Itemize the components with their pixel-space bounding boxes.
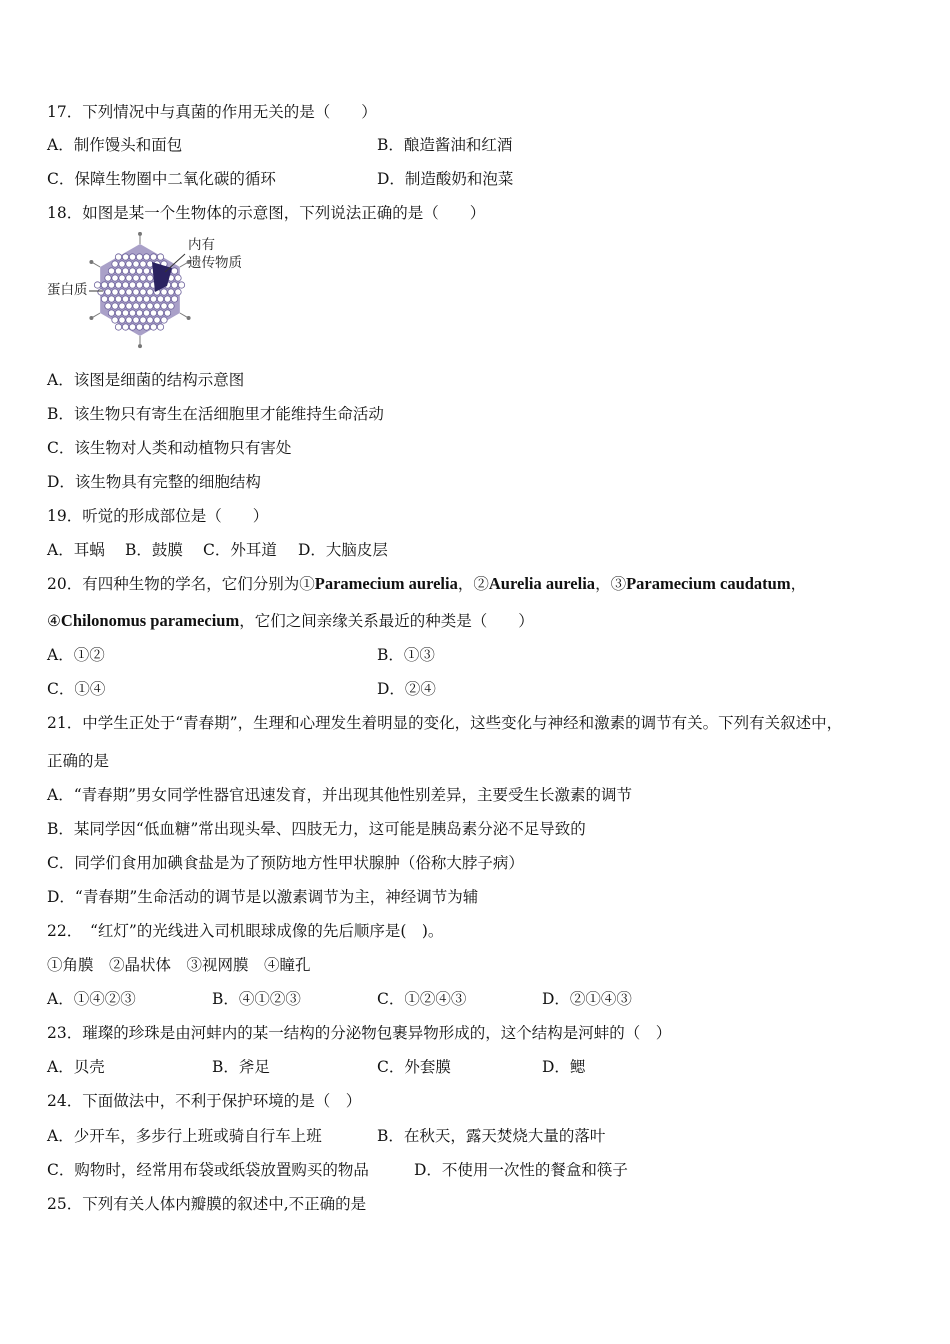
- capsomere: [150, 296, 156, 302]
- species-2: Aurelia aurelia: [488, 574, 596, 593]
- capsomere: [122, 254, 128, 260]
- capsomere: [108, 310, 114, 316]
- spike-tip: [89, 260, 93, 264]
- capsomere: [150, 324, 156, 330]
- spike-tip: [89, 316, 93, 320]
- question-stem: 17．下列情况中与真菌的作用无关的是（ ）: [47, 103, 377, 121]
- capsomere: [175, 275, 181, 281]
- option-b: B．斧足: [212, 1058, 270, 1076]
- capsomere: [112, 317, 118, 323]
- capsomere: [164, 310, 170, 316]
- option-a: A．制作馒头和面包: [47, 136, 183, 154]
- capsomere: [98, 289, 104, 295]
- capsomere: [129, 324, 135, 330]
- capsomere: [133, 303, 139, 309]
- option-b: B．酿造酱油和红酒: [377, 136, 513, 154]
- capsomere: [133, 317, 139, 323]
- capsomere: [161, 303, 167, 309]
- option-c: C．外套膜: [377, 1058, 451, 1076]
- option-b: B．某同学因“低血糖”常出现头晕、四肢无力，这可能是胰岛素分泌不足导致的: [47, 820, 586, 838]
- capsomere: [143, 282, 149, 288]
- capsomere: [157, 310, 163, 316]
- option-c: C．同学们食用加碘食盐是为了预防地方性甲状腺肿（俗称大脖子病）: [47, 854, 524, 872]
- capsomere: [157, 296, 163, 302]
- capsomere: [140, 317, 146, 323]
- capsomere: [171, 268, 177, 274]
- capsomere: [122, 324, 128, 330]
- option-d: D．“青春期”生命活动的调节是以激素调节为主，神经调节为辅: [47, 888, 479, 906]
- capsomere: [122, 268, 128, 274]
- question-stem-line1: [47, 574, 806, 594]
- capsomere: [126, 303, 132, 309]
- capsomere: [140, 289, 146, 295]
- capsomere: [108, 282, 114, 288]
- capsomere: [122, 296, 128, 302]
- figure-label-protein: 蛋白质: [47, 282, 88, 298]
- capsomere: [133, 275, 139, 281]
- figure-label-inner: 内有: [188, 237, 215, 253]
- option-d: D．制造酸奶和泡菜: [377, 170, 514, 188]
- option-a: A．“青春期”男女同学性器官迅速发育，并出现其他性别差异，主要受生长激素的调节: [47, 786, 633, 804]
- capsomere: [157, 254, 163, 260]
- option-b: B．该生物只有寄生在活细胞里才能维持生命活动: [47, 405, 384, 423]
- capsomere: [168, 303, 174, 309]
- capsomere: [157, 324, 163, 330]
- virus-figure: [45, 232, 265, 352]
- capsomere: [136, 268, 142, 274]
- option-a: A．①②: [47, 646, 105, 664]
- capsomere: [126, 275, 132, 281]
- capsomere: [147, 289, 153, 295]
- capsomere: [154, 317, 160, 323]
- option-d: D．鳃: [542, 1058, 586, 1076]
- capsomere: [164, 296, 170, 302]
- capsomere: [147, 317, 153, 323]
- capsomere: [115, 296, 121, 302]
- option-a: A．①④②③: [47, 990, 136, 1008]
- option-c: C．外耳道: [203, 541, 277, 559]
- capsomere: [108, 268, 114, 274]
- option-c: C．该生物对人类和动植物只有害处: [47, 439, 292, 457]
- capsomere: [129, 268, 135, 274]
- capsomere: [119, 289, 125, 295]
- question-stem: 25．下列有关人体内瓣膜的叙述中,不正确的是: [47, 1195, 367, 1213]
- capsomere: [112, 261, 118, 267]
- stem-text: 20．有四种生物的学名，它们分别为①: [47, 575, 315, 593]
- capsomere: [126, 289, 132, 295]
- species-1: Paramecium aurelia: [314, 574, 458, 593]
- capsomere: [140, 275, 146, 281]
- capsomere: [178, 282, 184, 288]
- capsomere: [129, 282, 135, 288]
- capsomere: [129, 296, 135, 302]
- spike-tip: [187, 316, 191, 320]
- option-d: D．该生物具有完整的细胞结构: [47, 473, 261, 491]
- capsomere: [119, 261, 125, 267]
- capsomere: [140, 303, 146, 309]
- item-list: ①角膜 ②晶状体 ③视网膜 ④瞳孔: [47, 956, 311, 974]
- capsomere: [105, 289, 111, 295]
- option-a: A．少开车，多步行上班或骑自行车上班: [47, 1127, 322, 1145]
- capsomere: [122, 282, 128, 288]
- option-c: C．①②④③: [377, 990, 467, 1008]
- capsomere: [115, 310, 121, 316]
- capsomere: [136, 254, 142, 260]
- capsomere: [101, 296, 107, 302]
- capsomere: [143, 268, 149, 274]
- option-b: B．①③: [377, 646, 435, 664]
- option-b: B．鼓膜: [125, 541, 183, 559]
- separator: ，②: [457, 575, 489, 593]
- capsomere: [136, 282, 142, 288]
- capsomere: [136, 310, 142, 316]
- option-d: D．大脑皮层: [298, 541, 388, 559]
- capsomere: [147, 275, 153, 281]
- capsomere: [150, 310, 156, 316]
- capsomere: [129, 254, 135, 260]
- capsomere: [147, 303, 153, 309]
- option-a: A．该图是细菌的结构示意图: [47, 371, 245, 389]
- option-a: A．耳蜗: [47, 541, 105, 559]
- option-b: B．在秋天，露天焚烧大量的落叶: [377, 1127, 606, 1145]
- option-c: C．保障生物圈中二氧化碳的循环: [47, 170, 276, 188]
- capsomere: [115, 324, 121, 330]
- species-3: Paramecium caudatum: [626, 574, 791, 593]
- capsomere: [161, 289, 167, 295]
- capsomere: [94, 282, 100, 288]
- capsomere: [133, 289, 139, 295]
- capsomere: [136, 296, 142, 302]
- capsomere: [101, 282, 107, 288]
- option-c: C．购物时，经常用布袋或纸袋放置购买的物品: [47, 1161, 369, 1179]
- option-c: C．①④: [47, 680, 106, 698]
- capsomere: [136, 324, 142, 330]
- capsomere: [115, 254, 121, 260]
- question-stem: 19．听觉的形成部位是（ ）: [47, 507, 269, 525]
- question-stem-line1: 21．中学生正处于“青春期”，生理和心理发生着明显的变化，这些变化与神经和激素的调节有关。下列有关叙述中，: [47, 714, 843, 732]
- capsomere: [108, 296, 114, 302]
- capsomere: [171, 296, 177, 302]
- capsomere: [129, 310, 135, 316]
- capsomere: [140, 261, 146, 267]
- capsomere: [122, 310, 128, 316]
- spike-tip: [138, 232, 142, 236]
- capsomere: [105, 275, 111, 281]
- capsomere: [105, 303, 111, 309]
- capsomere: [119, 303, 125, 309]
- capsomere: [112, 275, 118, 281]
- figure-label-genetic-material: 遗传物质: [188, 255, 242, 271]
- capsomere: [143, 310, 149, 316]
- option-d: D．不使用一次性的餐盒和筷子: [414, 1161, 628, 1179]
- question-stem: 23．璀璨的珍珠是由河蚌内的某一结构的分泌物包裹异物形成的，这个结构是河蚌的（ ）: [47, 1024, 672, 1042]
- spike-tip: [138, 344, 142, 348]
- capsomere: [143, 324, 149, 330]
- capsomere: [161, 317, 167, 323]
- capsomere: [112, 303, 118, 309]
- option-a: A．贝壳: [47, 1058, 105, 1076]
- capsomere: [143, 254, 149, 260]
- capsomere: [115, 268, 121, 274]
- capsomere: [119, 317, 125, 323]
- capsomere: [115, 282, 121, 288]
- marker: ④: [47, 612, 61, 630]
- capsomere: [150, 254, 156, 260]
- question-stem: 18．如图是某一个生物体的示意图，下列说法正确的是（ ）: [47, 204, 486, 222]
- question-stem: 24．下面做法中，不利于保护环境的是（ ）: [47, 1092, 362, 1110]
- question-stem-line2: 正确的是: [47, 752, 110, 770]
- capsomere: [126, 261, 132, 267]
- question-stem: 22． “红灯”的光线进入司机眼球成像的先后顺序是( )。: [47, 922, 444, 940]
- option-b: B．④①②③: [212, 990, 301, 1008]
- capsomere: [171, 282, 177, 288]
- capsomere: [143, 296, 149, 302]
- capsomere: [126, 317, 132, 323]
- option-d: D．②①④③: [542, 990, 632, 1008]
- stem-text: ，它们之间亲缘关系最近的种类是（ ）: [239, 612, 534, 630]
- question-stem-line2: [47, 611, 534, 631]
- capsomere: [112, 289, 118, 295]
- capsomere: [133, 261, 139, 267]
- capsomere: [168, 289, 174, 295]
- separator: ，③: [595, 575, 627, 593]
- capsomere: [154, 303, 160, 309]
- separator: ，: [790, 575, 807, 593]
- option-d: D．②④: [377, 680, 436, 698]
- capsomere: [175, 289, 181, 295]
- capsomere: [119, 275, 125, 281]
- species-4: Chilonomus paramecium: [60, 611, 240, 630]
